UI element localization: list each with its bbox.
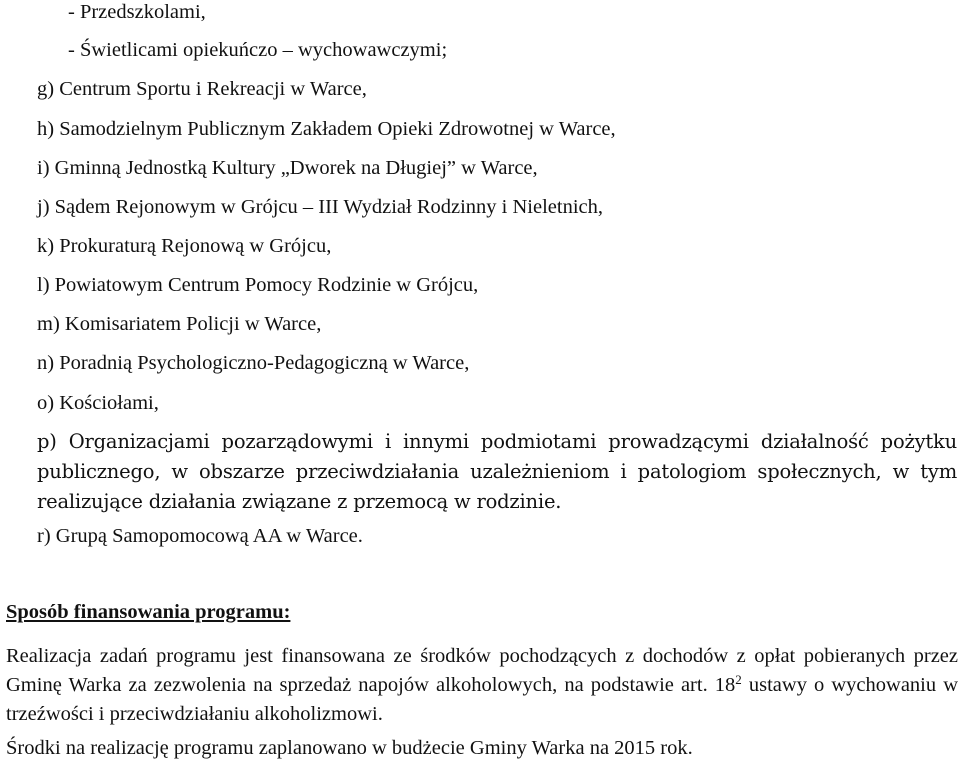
list-item: - Przedszkolami, <box>68 1 206 23</box>
budget-sentence: Środki na realizację programu zaplanowano w budżecie Gminy Warka na 2015 rok. <box>6 737 693 759</box>
financing-paragraph <box>6 642 958 729</box>
list-item: l) Powiatowym Centrum Pomocy Rodzinie w Grójcu, <box>37 274 479 296</box>
section-heading-financing: Sposób finansowania programu: <box>6 601 291 623</box>
list-item: r) Grupą Samopomocową AA w Warce. <box>37 525 363 547</box>
list-item: h) Samodzielnym Publicznym Zakładem Opieki Zdrowotnej w Warce, <box>37 118 616 140</box>
list-item: j) Sądem Rejonowym w Grójcu – III Wydział Rodzinny i Nieletnich, <box>37 196 604 218</box>
financing-superscript: 2 <box>735 672 742 687</box>
list-item-organizations: p) Organizacjami pozarządowymi i innymi podmiotami prowadzącymi działalność pożytku publicznego, w obszarze przeciwdziałania uzależnieniom i patologiom społecznych, w tym realizujące działania związane z przemocą w rodzinie. <box>37 430 957 513</box>
list-item: i) Gminną Jednostką Kultury „Dworek na Długiej” w Warce, <box>37 157 538 179</box>
list-item: g) Centrum Sportu i Rekreacji w Warce, <box>37 78 367 100</box>
financing-text-after: ustawy o wychowaniu w trzeźwości i przeciwdziałaniu alkoholizmowi. <box>6 674 958 725</box>
list-item: - Świetlicami opiekuńczo – wychowawczymi; <box>68 39 448 61</box>
financing-text-before: Realizacja zadań programu jest finansowana ze środków pochodzących z dochodów z opłat pobieranych przez Gminę Warka za zezwolenia na sprzedaż napojów alkoholowych, na podstawie art. 18 <box>6 645 958 696</box>
list-item: k) Prokuraturą Rejonową w Grójcu, <box>37 235 332 257</box>
list-item: o) Kościołami, <box>37 392 159 414</box>
list-item: n) Poradnią Psychologiczno-Pedagogiczną w Warce, <box>37 352 470 374</box>
list-item: m) Komisariatem Policji w Warce, <box>37 313 322 335</box>
